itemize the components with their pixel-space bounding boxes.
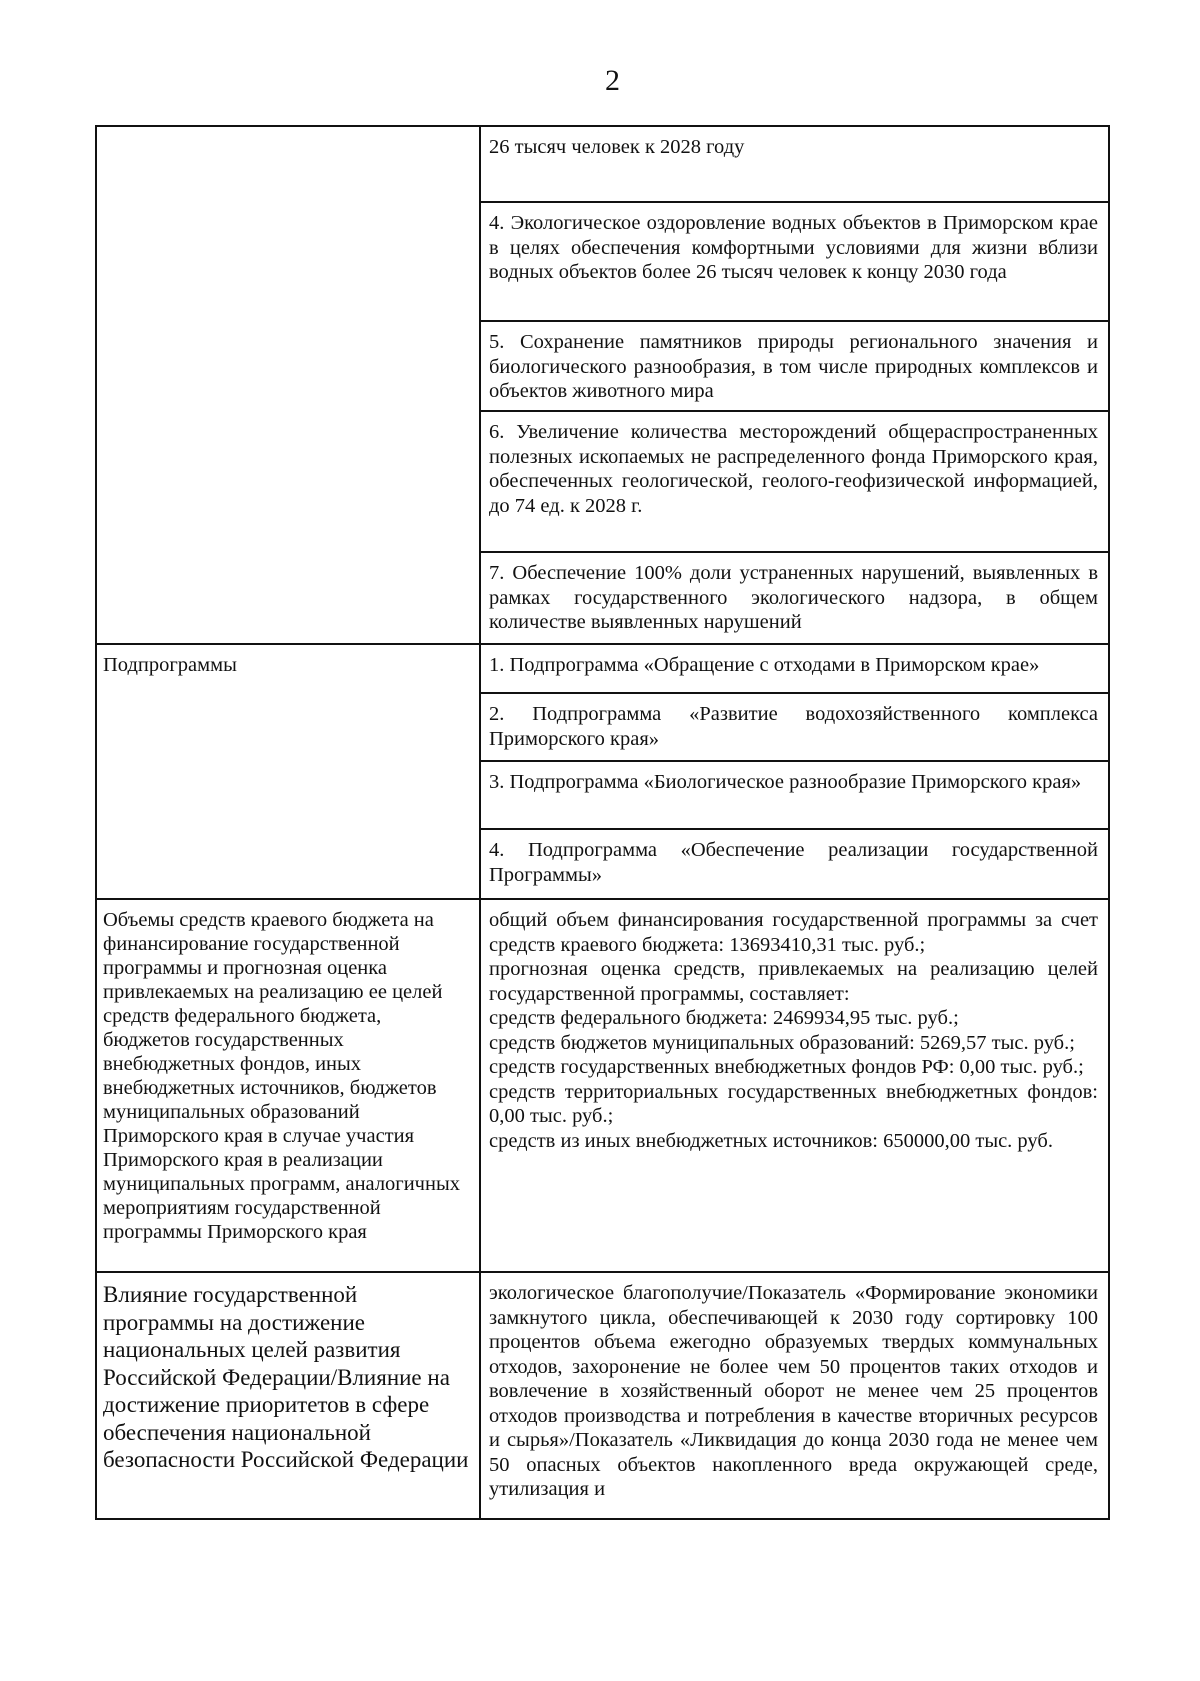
goal-item: 4. Экологическое оздоровление водных объектов в Приморском крае в целях обеспечения комфортными условиями для жизни вблизи водных объектов более 26 тысяч человек к концу 2030 года bbox=[481, 201, 1108, 320]
funding-line: средств бюджетов муниципальных образований: 5269,57 тыс. руб.; bbox=[489, 1031, 1075, 1054]
page-number: 2 bbox=[605, 64, 620, 97]
influence-label: Влияние государственной программы на достижение национальных целей развития Российской Федерации/Влияние на достижение приоритетов в сфере обеспечения национальной безопасности Российской Федерации bbox=[97, 1273, 481, 1518]
goals-row bbox=[97, 127, 1108, 643]
funding-line: средств федерального бюджета: 2469934,95 тыс. руб.; bbox=[489, 1007, 959, 1029]
funding-lines bbox=[481, 900, 1108, 1159]
funding-label: Объемы средств краевого бюджета на финансирование государственной программы и прогнозная оценка привлекаемых на реализацию ее целей средств федерального бюджета, бюджетов государственных внебюджетных фондов, иных внебюджетных источников, бюджетов муниципальных образований Приморского края в случае участия Приморского края в реализации муниципальных программ, аналогичных мероприятиям государственной программы Приморского края bbox=[97, 900, 481, 1271]
funding-line: средств территориальных государственных внебюджетных фондов: 0,00 тыс. руб.; bbox=[489, 1080, 1098, 1127]
funding-line: общий объем финансирования государственной программы за счет средств краевого бюджета: 13693410,31 тыс. руб.; bbox=[489, 909, 1098, 956]
subprogram-item: 2. Подпрограмма «Развитие водохозяйственного комплекса Приморского края» bbox=[481, 692, 1108, 760]
subprogram-item: 1. Подпрограмма «Обращение с отходами в Приморском крае» bbox=[489, 654, 1040, 676]
funding-details bbox=[481, 900, 1108, 1271]
subprograms-row bbox=[97, 643, 1108, 898]
influence-row bbox=[97, 1271, 1108, 1518]
program-passport-table bbox=[95, 125, 1110, 1520]
goal-item: 7. Обеспечение 100% доли устраненных нарушений, выявленных в рамках государственного экологического надзора, в общем количестве выявленных нарушений bbox=[481, 551, 1108, 643]
funding-row bbox=[97, 898, 1108, 1271]
funding-line: средств из иных внебюджетных источников: 650000,00 тыс. руб. bbox=[489, 1129, 1053, 1152]
goals-label-cell bbox=[97, 127, 481, 643]
goal-item: 6. Увеличение количества месторождений общераспространенных полезных ископаемых не распределенного фонда Приморского края, обеспеченных геологической, геолого-геофизической информацией, до 74 ед. к 2028 г. bbox=[481, 410, 1108, 551]
influence-text: экологическое благополучие/Показатель «Формирование экономики замкнутого цикла, обеспечивающей к 2030 году сортировку 100 процентов объема ежегодно образуемых твердых коммунальных отходов, захоронение не более чем 50 процентов таких отходов и вовлечение в хозяйственный оборот не менее чем 25 процентов отходов производства и потребления в качестве вторичных ресурсов и сырья»/Показатель «Ликвидация до конца 2030 года не менее чем 50 опасных объектов накопленного вреда окружающей среде, утилизация и bbox=[489, 1282, 1098, 1500]
goal-item: 5. Сохранение памятников природы регионального значения и биологического разнообразия, в том числе природных комплексов и объектов животного мира bbox=[481, 320, 1108, 410]
goal-item: 26 тысяч человек к 2028 году bbox=[489, 136, 745, 158]
subprograms-list bbox=[481, 645, 1108, 898]
subprogram-item: 3. Подпрограмма «Биологическое разнообразие Приморского края» bbox=[481, 760, 1108, 828]
subprogram-item: 4. Подпрограмма «Обеспечение реализации государственной Программы» bbox=[481, 828, 1108, 898]
goals-list bbox=[481, 127, 1108, 643]
funding-line: средств государственных внебюджетных фондов РФ: 0,00 тыс. руб.; bbox=[489, 1056, 1084, 1078]
influence-details bbox=[481, 1273, 1108, 1518]
funding-line: прогнозная оценка средств, привлекаемых на реализацию целей государственной программы, составляет: bbox=[489, 958, 1098, 1005]
subprograms-label: Подпрограммы bbox=[97, 645, 481, 898]
